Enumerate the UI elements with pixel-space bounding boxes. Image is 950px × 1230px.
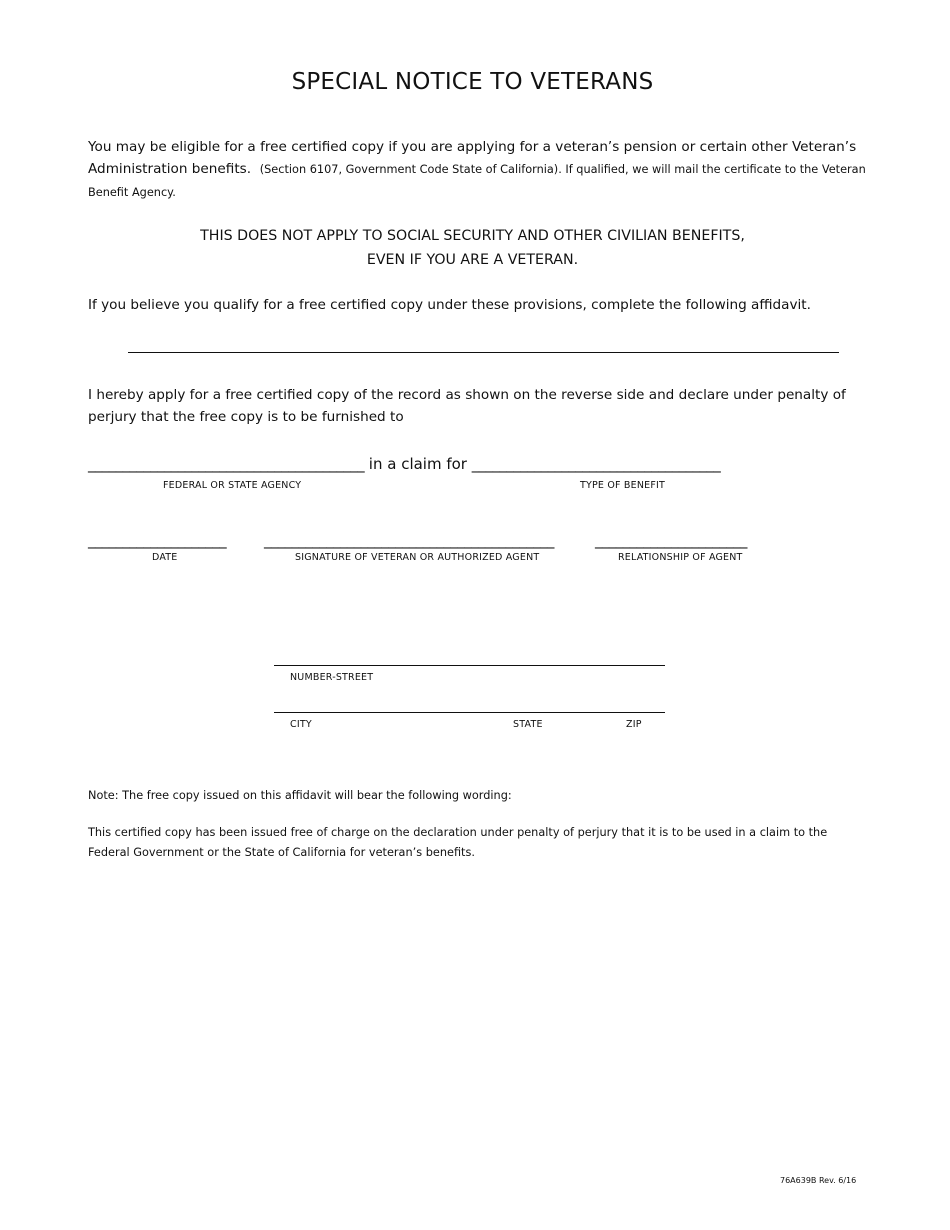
claim-connector-text: in a claim for: [368, 455, 467, 473]
section-divider: [128, 352, 839, 353]
street-label: NUMBER-STREET: [290, 672, 374, 683]
city-state-zip-field[interactable]: [274, 712, 665, 713]
relationship-label: RELATIONSHIP OF AGENT: [618, 552, 743, 563]
zip-label: ZIP: [626, 719, 642, 730]
intro-paragraph: [88, 136, 868, 204]
qualify-instruction: If you believe you qualify for a free certified copy under these provisions, complete the following affidavit.: [88, 297, 811, 313]
state-label: STATE: [513, 719, 543, 730]
intro-main-text: You may be eligible for a free certified copy if you are applying for a veteran’s pension or certain other Veteran’s Administration benefits.: [88, 139, 857, 177]
date-label: DATE: [152, 552, 178, 563]
signature-field[interactable]: __________________________________________: [264, 531, 554, 549]
agency-field[interactable]: ________________________________________: [88, 455, 365, 473]
benefit-label: TYPE OF BENEFIT: [580, 480, 666, 491]
certified-wording: This certified copy has been issued free of charge on the declaration under penalty of perjury that it is to be used in a claim to the Federal Government or the State of California for veteran’s benefits.: [88, 826, 828, 859]
street-field[interactable]: [274, 665, 665, 666]
city-label: CITY: [290, 719, 312, 730]
benefit-field[interactable]: ____________________________________: [471, 455, 721, 473]
page-title: SPECIAL NOTICE TO VETERANS: [291, 69, 654, 95]
claim-row: [88, 452, 720, 476]
signature-label: SIGNATURE OF VETERAN OR AUTHORIZED AGENT: [295, 552, 540, 563]
exclusion-notice-line-1: THIS DOES NOT APPLY TO SOCIAL SECURITY AND OTHER CIVILIAN BENEFITS,: [200, 228, 745, 244]
relationship-field[interactable]: ______________________: [595, 531, 747, 549]
date-field[interactable]: ____________________: [88, 531, 227, 549]
declaration-text: I hereby apply for a free certified copy of the record as shown on the reverse side and declare under penalty of perjury that the free copy is to be furnished to: [88, 387, 846, 425]
agency-label: FEDERAL OR STATE AGENCY: [163, 480, 302, 491]
form-number: 76A639B Rev. 6/16: [780, 1176, 857, 1185]
exclusion-notice: [0, 224, 945, 272]
exclusion-notice-line-2: EVEN IF YOU ARE A VETERAN.: [366, 252, 579, 268]
intro-small-text: (Section 6107, Government Code State of California). If qualified, we will mail the certificate to the Veteran Benefit Agency.: [88, 163, 866, 199]
wording-note: Note: The free copy issued on this affidavit will bear the following wording:: [88, 789, 512, 802]
